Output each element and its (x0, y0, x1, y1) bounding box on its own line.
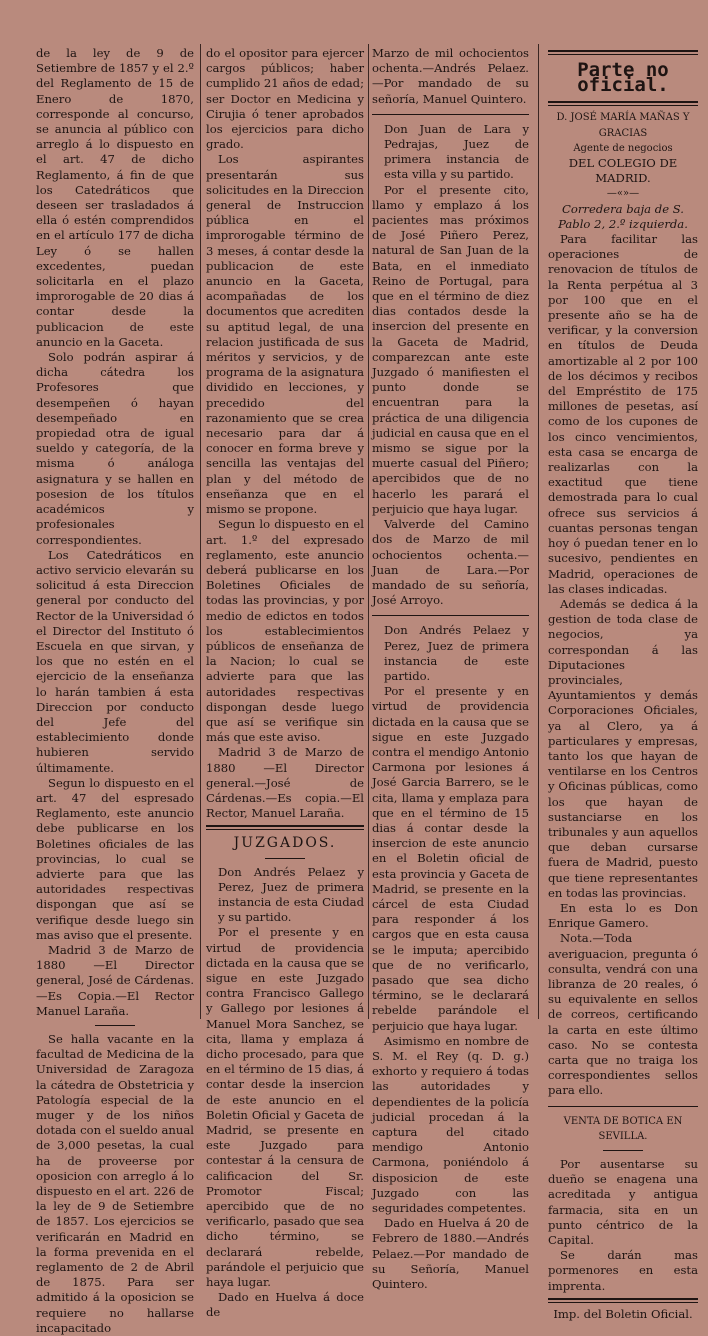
paragraph: Dado en Huelva á doce de (206, 1290, 364, 1320)
paragraph: Marzo de mil ochocientos ochenta.—Andrés Pelaez.—Por mandado de su señoría, Manuel Quintero. (372, 46, 529, 106)
paragraph: Nota.—Toda averiguacion, pregunta ó consulta, vendrá con una libranza de 20 reales, ó su equivalente en sellos de correos, certificando la carta en este último caso. No se contesta carta que no traiga los correspondientes sellos para ello. (548, 931, 698, 1098)
paragraph: Los Catedráticos en activo servicio elevarán su solicitud á esta Direccion general por conducto del Rector de la Universidad ó el Director del Instituto ó Escuela en que sirvan, y los que no estén en el ejercicio de la enseñanza lo harán tambien á esta Direccion por conducto del Jefe del establecimiento donde hubieren servido últimamente. (36, 547, 194, 775)
imprint: Imp. del Boletin Oficial. (553, 1306, 693, 1321)
paragraph: de la ley de 9 de Setiembre de 1857 y el 2.º del Reglamento de 15 de Enero de 1870, corresponde al concurso, se anuncia al público con arreglo á lo dispuesto en el art. 47 de dicho Reglamento, á fin de que los Catedráticos que deseen ser trasladados á ella ó estén comprendidos en el artículo 177 de dicha Ley ó se hallen excedentes, puedan solicitarla en el plazo improrogable de 20 dias á contar desde la publicacion de este anuncio en la Gaceta. (36, 46, 194, 349)
paragraph: Segun lo dispuesto en el art. 1.º del expresado reglamento, este anuncio deberá publicarse en los Boletines Oficiales de todas las provincias, y por medio de edictos en todos los establecimientos públicos de enseñanza de la Nacion; lo cual se advierte para que las autoridades respectivas dispongan desde luego que así se verifique sin más que este aviso. (206, 517, 364, 745)
paragraph: do el opositor para ejercer cargos públicos; haber cumplido 21 años de edad; ser Doctor en Medicina y Cirujia ó tener aprobados los ejercicios para dicho grado. (206, 46, 364, 152)
paragraph: Por el presente y en virtud de providencia dictada en la causa que se sigue en este Juzgado contra el mendigo Antonio Carmona por lesiones á José Garcia Barrero, se le cita, llama y emplaza para que en el término de 15 dias á contar desde la insercion de este anuncio en el Boletin oficial de esta provincia y Gaceta de Madrid, se presente en la cárcel de esta Ciudad para responder á los cargos que en esta causa se le imputa; apercibido que de no verificarlo, pasado que sea dicho término, se le declarará rebelde parándole el perjuicio que haya lugar. (372, 684, 529, 1033)
paragraph: Don Andrés Pelaez y Perez, Juez de primera instancia de este partido. (384, 623, 529, 683)
signature: Madrid 3 de Marzo de 1880 —El Director general, José de Cárdenas.—Es Copia.—El Rector Manuel Laraña. (36, 942, 194, 1018)
paragraph: Por el presente cito, llamo y emplazo á los pacientes mas próximos de José Piñero Perez, natural de San Juan de la Bata, en el inmediato Reino de Portugal, para que en el término de diez dias contados desde la insercion del presente en la Gaceta de Madrid, comparezcan ante este Juzgado ó manifiesten el punto donde se encuentran para la práctica de una diligencia judicial en causa que en el mismo se sigue por la muerte casual del Piñero; apercibidos que de no hacerlo les parará el perjuicio que haya lugar. (372, 182, 529, 516)
column-4 (548, 46, 698, 1321)
paragraph: Don Andrés Pelaez y Perez, Juez de primera instancia de esta Ciudad y su partido. (218, 864, 364, 925)
paragraph: Por el presente y en virtud de providencia dictada en la causa que se sigue en este Juzgado contra Francisco Gallego y Gallego por lesiones á Manuel Mora Sanchez, se cita, llama y emplaza á dicho procesado, para que en el término de 15 dias, á contar desde la insercion de este anuncio en el Boletin Oficial y Gaceta de Madrid, se presente en este Juzgado para contestar á la censura de calificacion del Sr. Promotor Fiscal; apercibido que de no verificarlo, pasado que sea dicho término, se declarará rebelde, parándole el perjuicio que haya lugar. (206, 925, 364, 1290)
paragraph: Se halla vacante en la facultad de Medicina de la Universidad de Zaragoza la cátedra de Obstetricia y Patología especial de la muger y de los niños dotada con el sueldo anual de 3,000 pesetas, la cual ha de proveerse por oposicion con arreglo á lo dispuesto en el art. 226 de la ley de 9 de Setiembre de 1857. Los ejercicios se verificarán en Madrid en la forma prevenida en el reglamento de 2 de Abril de 1875. Para ser admitido á la oposicion se requiere no hallarse incapacitado (36, 1032, 194, 1335)
section-heading: Parte no oficial. (577, 59, 669, 97)
address: Corredera baja de S. Pablo 2, 2.º izquierda. (558, 201, 688, 231)
ornament: —«»— (606, 188, 640, 200)
column-divider (368, 44, 369, 1019)
paragraph: Los aspirantes presentarán sus solicitudes en la Direccion general de Instruccion pública en el improrogable término de 3 meses, á contar desde la publicacion de este anuncio en la Gaceta, acompañadas de los documentos que acrediten su aptitud legal, de una relacion justificada de sus méritos y servicios, y de programa de la asignatura dividido en lecciones, y precedido del razonamiento que se crea necesario para dar á conocer en forma breve y sencilla las ventajas del plan y del método de enseñanza que en el mismo se propone. (206, 152, 364, 517)
separator (603, 1150, 643, 1151)
section-rule (548, 1298, 698, 1303)
column-1 (36, 46, 194, 1335)
paragraph: Don Juan de Lara y Pedrajas, Juez de primera instancia de esta villa y su partido. (384, 121, 529, 182)
separator (372, 615, 529, 616)
paragraph: Valverde del Camino dos de Marzo de mil ochocientos ochenta.—Juan de Lara.—Por mandado de su señoría, José Arroyo. (372, 517, 529, 608)
paragraph: En esta lo es Don Enrique Gamero. (548, 900, 698, 931)
column-divider (200, 44, 201, 1019)
paragraph: Asimismo en nombre de S. M. el Rey (q. D. g.) exhorto y requiero á todas las autoridades y dependientes de la policía judicial procedan á la captura del citado mendigo Antonio Carmona, poniéndolo á disposicion de este Juzgado con las seguridades competentes. (372, 1033, 529, 1216)
paragraph: Para facilitar las operaciones de renovacion de títulos de la Renta perpétua al 3 por 100 que en el presente año se ha de verificar, y la conversion en títulos de Deuda amortizable al 2 por 100 de los décimos y recibos del Empréstito de 175 millones de pesetas, así como de los cupones de los cinco vencimientos, esta casa se encarga de realizarlas con la exactitud que tiene demostrada para lo cual ofrece sus servicios á cuantas personas tengan hoy ó puedan tener en lo sucesivo, pendientes en Madrid, operaciones de las clases indicadas. (548, 232, 698, 596)
paragraph: Dado en Huelva á 20 de Febrero de 1880.—Andrés Pelaez.—Por mandado de su Señoría, Manuel Quintero. (372, 1216, 529, 1292)
signature: Madrid 3 de Marzo de 1880 —El Director general.—José de Cárdenas.—Es copia.—El Rector, Manuel Laraña. (206, 745, 364, 821)
paragraph: Segun lo dispuesto en el art. 47 del espresado Reglamento, este anuncio debe publicarse en los Boletines oficiales de las provincias, lo cual se advierte para que las autoridades respectivas dispongan que así se verifique desde luego sin mas aviso que el presente. (36, 775, 194, 942)
separator (265, 858, 305, 859)
sale-heading: VENTA DE BOTICA EN SEVILLA. (563, 1115, 683, 1142)
separator (548, 1106, 698, 1107)
section-heading: JUZGADOS. (233, 835, 337, 852)
paragraph: Solo podrán aspirar á dicha cátedra los Profesores que desempeñen ó hayan desempeñado en propiedad otra de igual sueldo y categoría, de la misma ó análoga asignatura y se hallen en posesion de los títulos académicos y profesionales correspondientes. (36, 350, 194, 547)
agent-role: Agente de negocios (573, 142, 673, 154)
paragraph: Se darán mas pormenores en esta imprenta. (548, 1248, 698, 1293)
column-divider (538, 44, 539, 1019)
section-rule (548, 50, 698, 55)
section-rule (548, 101, 698, 106)
paragraph: Por ausentarse su dueño se enagena una acreditada y antigua farmacia, sita en un punto céntrico de la Capital. (548, 1157, 698, 1248)
section-rule (206, 825, 364, 830)
separator (95, 1025, 135, 1026)
paragraph: Además se dedica á la gestion de toda clase de negocios, ya correspondan á las Diputaciones provinciales, Ayuntamientos y demás Corporaciones Oficiales, ya al Clero, ya á particulares y empresas, tanto los que hayan de ventilarse en los Centros y Oficinas públicas, como los que hayan de sustanciarse en los tribunales y aun aquellos que deban cursarse fuera de Madrid, puesto que tiene representantes en todas las provincias. (548, 596, 698, 900)
agent-org: DEL COLEGIO DE MADRID. (568, 156, 678, 186)
column-2 (206, 46, 364, 1320)
column-3 (372, 46, 529, 1292)
agent-name: D. JOSÉ MARÍA MAÑAS Y GRACIAS (556, 112, 690, 139)
separator (372, 114, 529, 115)
